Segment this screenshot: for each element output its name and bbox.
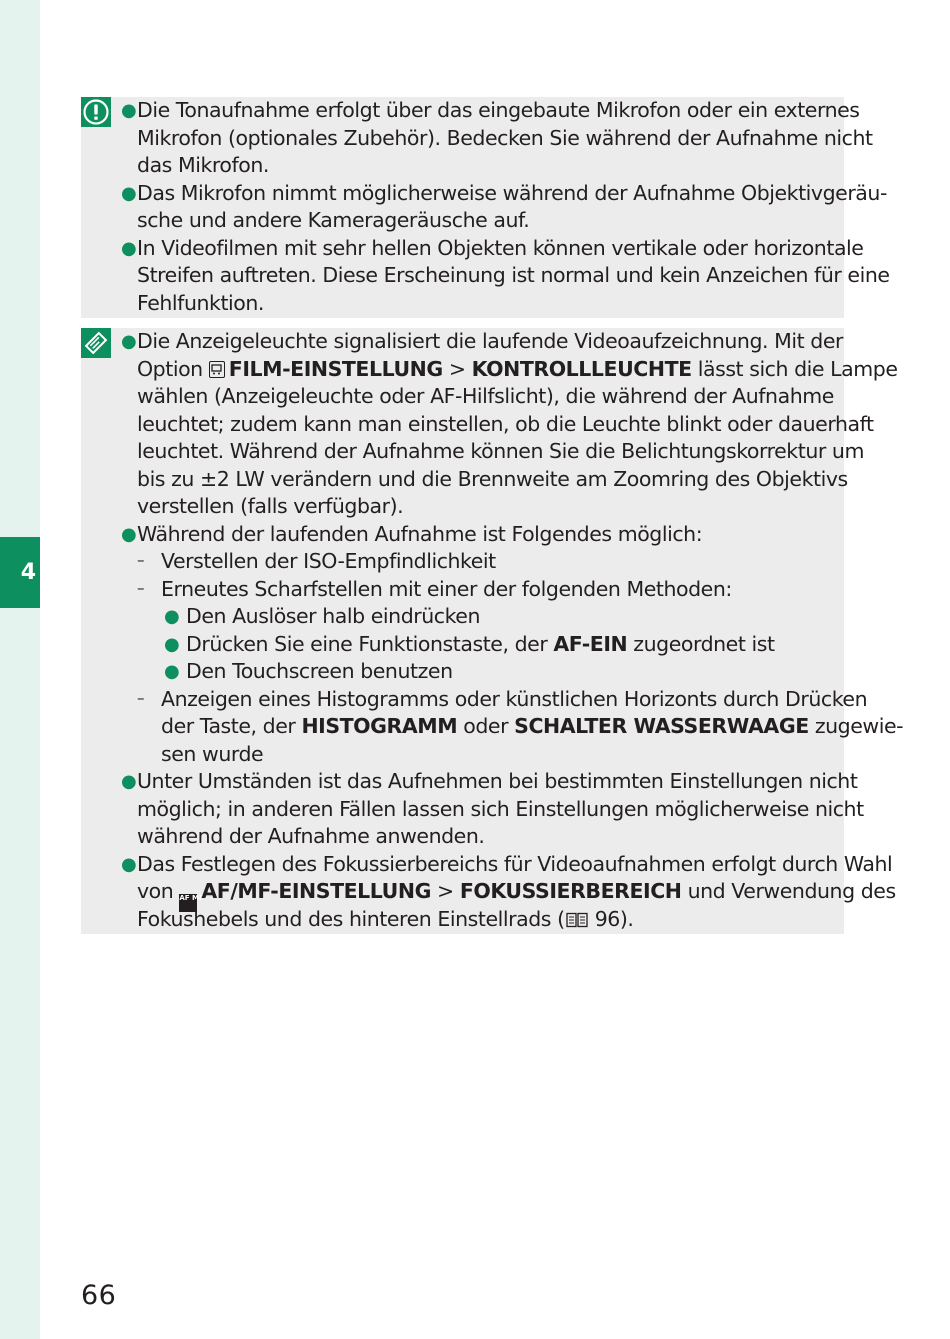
caution-box (81, 97, 890, 318)
note-text: ● Die Anzeigeleuchte signalisiert die laufende Videoaufzeichnung. Mit der Option FILM-EINSTELLUNG > KONTROLLLEUCHTE lässt sich die Lampe wählen (Anzeigeleuchte oder AF-Hilfslicht), die während der Aufnahme leuchtet; zudem kann man einstellen, ob die Leuchte blinkt oder dauerhaft leuchtet. Während der Aufnahme können Sie die Belichtungskorrektur um bis zu ±2 LW verändern und die Brennweite am Zoomring des Objektivs verstellen (falls verfügbar). ● Während der laufenden Aufnahme ist Folgendes möglich: – Verstellen der ISO-Empfindlichkeit – Erneutes Scharfstellen mit einer der folgenden Methoden: ● Den Auslöser halb eindrücken ● Drücken Sie eine Funktionstaste, der AF-EIN zugeordnet ist ● Den Touchscreen benutzen – Anzeigen eines Histogramms oder künstlichen Horizonts durch Drücken der Taste, der HISTOGRAMM oder SCHALTER WASSERWAAGE zugewie- sen wurde ● Unter Umständen ist das Aufnehmen bei bestimmten Einstellungen nicht möglich; in anderen Fällen lassen sich Einstellungen möglicherweise nicht während der Aufnahme anwenden. ● Das Festlegen des Fokussierbereichs für Videoaufnahmen erfolgt durch Wahl von AF MFAF/MF-EINSTELLUNG > FOKUSSIERBEREICH und Verwendung des Fokushebels und des hinteren Einstellrads ( 96). (121, 329, 904, 931)
list-item: ● Das Festlegen des Fokussierbereichs für Videoaufnahmen erfolgt durch Wahl (121, 851, 893, 876)
list-item: ● Den Touchscreen benutzen (164, 659, 453, 683)
note-icon (81, 328, 111, 358)
list-item: ● In Videofilmen mit sehr hellen Objekten können vertikale oder horizontale (121, 235, 864, 260)
page-number: 66 (81, 1280, 117, 1311)
list-item: ● Unter Umständen ist das Aufnehmen bei bestimmten Einstellungen nicht (121, 769, 858, 793)
book-icon (566, 908, 588, 924)
af-mf-menu-icon: AF MF (179, 894, 197, 912)
list-item: ● Während der laufenden Aufnahme ist Folgendes möglich: (121, 521, 703, 546)
list-item: – Anzeigen eines Histogramms oder künstlichen Horizonts durch Drücken (137, 686, 868, 711)
list-item: ● Die Anzeigeleuchte signalisiert die laufende Videoaufzeichnung. Mit der (121, 329, 844, 353)
list-item: – Verstellen der ISO-Empfindlichkeit (137, 549, 496, 573)
list-item: ● Das Mikrofon nimmt möglicherweise während der Aufnahme Objektivgeräu- (121, 180, 887, 205)
list-item: ● Den Auslöser halb eindrücken (164, 604, 481, 628)
caution-icon (81, 97, 111, 127)
list-item: ● Die Tonaufnahme erfolgt über das eingebaute Mikrofon oder ein externes (121, 98, 860, 122)
note-box (81, 328, 904, 934)
list-item: ● Drücken Sie eine Funktionstaste, der AF-EIN zugeordnet ist (164, 631, 775, 656)
side-strip (0, 0, 40, 1339)
chapter-tab: 4 (0, 537, 40, 608)
movie-menu-icon (209, 361, 225, 378)
list-item: – Erneutes Scharfstellen mit einer der folgenden Methoden: (137, 576, 732, 601)
caution-text: ● Die Tonaufnahme erfolgt über das eingebaute Mikrofon oder ein externes Mikrofon (optionales Zubehör). Bedecken Sie während der Aufnahme nicht das Mikrofon. ● Das Mikrofon nimmt möglicherweise während der Aufnahme Objektivgeräu- sche und andere Kamerageräusche auf. ● In Videofilmen mit sehr hellen Objekten können vertikale oder horizontale Streifen auftreten. Diese Erscheinung ist normal und kein Anzeichen für eine Fehlfunktion. (121, 98, 890, 315)
